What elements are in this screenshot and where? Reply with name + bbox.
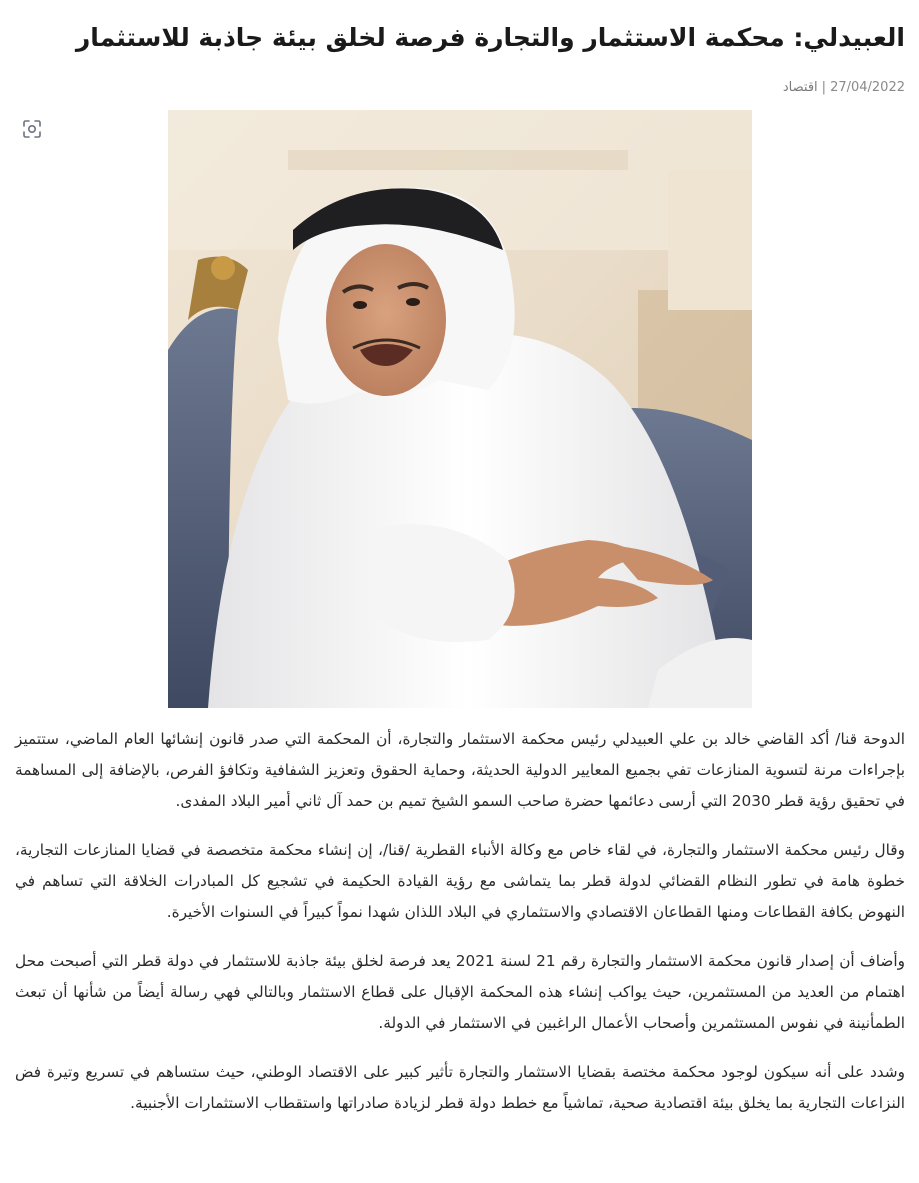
meta-separator: | bbox=[821, 80, 827, 95]
zoom-focus-icon[interactable] bbox=[20, 117, 44, 141]
article-paragraph: وشدد على أنه سيكون لوجود محكمة مختصة بقضايا الاستثمار والتجارة تأثير كبير على الاقتصاد الوطني، حيث ستساهم في تسريع وتيرة فض النزاعات التجارية بما يخلق بيئة اقتصادية صحية، تماشياً مع خطط دولة قطر لزيادة صادراتها واستقطاب الاستثمارات الأجنبية. bbox=[15, 1063, 905, 1112]
article-photo[interactable] bbox=[168, 110, 752, 708]
article-body bbox=[15, 724, 905, 1137]
article-paragraph: الدوحة قنا/ أكد القاضي خالد بن علي العبيدلي رئيس محكمة الاستثمار والتجارة، أن المحكمة التي صدر قانون إنشائها العام الماضي، ستتميز بإجراءات مرنة لتسوية المنازعات تفي بجميع المعايير الدولية الحديثة، وحماية الحقوق وتعزيز الشفافية وتكافؤ الفرص، بالإضافة إلى المساهمة في تحقيق رؤية قطر 2030 التي أرسى دعائمها حضرة صاحب السمو الشيخ تميم بن حمد آل ثاني أمير البلاد المفدى. bbox=[15, 730, 905, 810]
portrait-photo bbox=[168, 110, 752, 708]
article-date: 27/04/2022 bbox=[830, 80, 905, 95]
article-paragraph: وقال رئيس محكمة الاستثمار والتجارة، في لقاء خاص مع وكالة الأنباء القطرية /قنا/، إن إنشاء محكمة متخصصة في قضايا المنازعات التجارية، خطوة هامة في تطور النظام القضائي لدولة قطر بما يتماشى مع رؤية القيادة الحكيمة في تشجيع كل المبادرات الخلاقة التي تساهم في النهوض بكافة القطاعات ومنها القطاعان الاقتصادي والاستثماري في البلاد اللذان شهدا نمواً كبيراً في السنوات الأخيرة. bbox=[15, 841, 905, 921]
article-meta bbox=[783, 78, 905, 98]
article-category[interactable]: اقتصاد bbox=[782, 80, 818, 95]
article-headline: العبيدلي: محكمة الاستثمار والتجارة فرصة لخلق بيئة جاذبة للاستثمار bbox=[75, 23, 905, 52]
article-paragraph: وأضاف أن إصدار قانون محكمة الاستثمار والتجارة رقم 21 لسنة 2021 يعد فرصة لخلق بيئة جاذبة للاستثمار في دولة قطر التي أصبحت محل اهتمام من العديد من المستثمرين، حيث يواكب إنشاء هذه المحكمة الإقبال على قطاع الاستثمار وبالتالي فهي رسالة أيضاً من شأنها أن تبعث الطمأنينة في نفوس المستثمرين وأصحاب الأعمال الراغبين في الاستثمار في الدولة. bbox=[15, 952, 905, 1032]
